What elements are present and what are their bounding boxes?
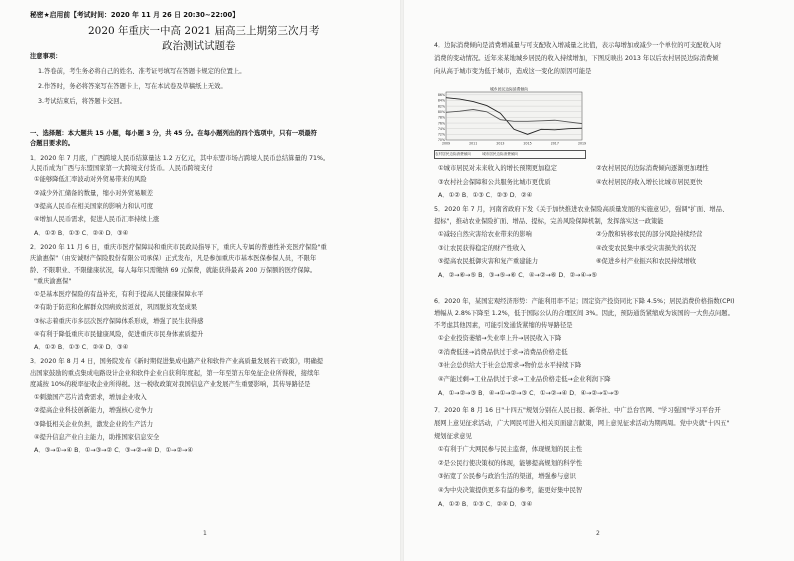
question-stem: 度减按 10%的税率征收企业所得税。这一税收政策对我国信息产业发展产生重要影响，其传导路径是 bbox=[30, 381, 311, 388]
question-option: ③标志着重庆市多层次医疗保障体系形成，增强了民生获得感 bbox=[34, 318, 204, 325]
question-option: ①减轻自然灾害给农业带来的影响 bbox=[438, 231, 532, 238]
question-option: ②有助于防范和化解群众因病致贫返贫，巩固脱贫攻坚成果 bbox=[34, 304, 198, 311]
y-tick-label: 80% bbox=[437, 109, 445, 114]
question-stem: "重庆渝惠保" bbox=[34, 278, 72, 285]
question-option: ③社会总供给大于社会总需求→物价总水平持续下降 bbox=[438, 362, 582, 369]
question-stem: 增幅从 2.8%下降至 1.2%，低于国际公认的合理区间 3%。因此，预防通货紧缩成为该国的一大焦点问题。 bbox=[434, 310, 734, 317]
question-option: ②农村居民的边际消费倾向逐渐更加理性 bbox=[596, 165, 709, 172]
question-option: ④为中央决策提供更多有益的参考，能更好集中民智 bbox=[438, 487, 583, 494]
notice-item: 1.答卷前，考生务必将自己的姓名、准考证号填写在答题卡规定的位置上。 bbox=[38, 68, 246, 75]
question-option: ④提升信息产业自主能力，助推国家信息安全 bbox=[34, 434, 160, 441]
question-stem: 2．2020 年 11 月 6 日，重庆市医疗保障局和重庆市民政局指导下，重庆人专属的普惠性补充医疗保险"重 bbox=[30, 244, 327, 251]
mpc-line-chart bbox=[434, 86, 587, 148]
question-option: ⑤提高农民抵御灾害和复产重建能力 bbox=[438, 258, 539, 265]
answer-choices: A．③→①→④ B．①→③→② C．③→②→④ D．①→②→④ bbox=[34, 447, 194, 454]
y-tick-label: 70% bbox=[437, 138, 445, 143]
question-stem: 出国家鼓励的重点集成电路设计企业和软件企业自获利年度起，第一年至第五年免征企业所得税，接续年 bbox=[30, 370, 320, 377]
question-stem: 5．2020 年 7 月，河南省政府下发《关于加快推进农业保险高质量发展的实施意见》，强调"扩面、增品、 bbox=[434, 206, 729, 213]
question-stem: 4．边际消费倾向是消费增减量与可支配收入增减量之比值，表示每增加或减少一个单位的可支配收入时 bbox=[434, 42, 722, 49]
page-number: 1 bbox=[203, 530, 207, 537]
question-stem: 龄、不限职业、不限健康状况，每人每年只需缴纳 69 元保费，就能获得最高 200 万保额的医疗保障。 bbox=[30, 267, 317, 274]
notice-item: 2.作答时，务必将答案写在答题卡上，写在本试卷及草稿纸上无效。 bbox=[38, 83, 227, 90]
page-number: 2 bbox=[596, 530, 600, 537]
question-stem: 消费的变动情况。近年来某地城乡居民的收入持续增加，下图反映出 2013 年以后农村居民边际消费倾 bbox=[434, 55, 719, 62]
page-2 bbox=[404, 0, 794, 561]
question-option: ④产能过剩→工业品供过于求→工业品价格走低→企业利润下降 bbox=[438, 376, 611, 383]
question-option: ④改变农民集中承受灾害损失的状况 bbox=[596, 245, 697, 252]
question-stem: 人民币成为广西与东盟国家第一大跨境支付货币。人民币跨境支付 bbox=[30, 165, 213, 172]
question-option: ③农村社会保障和公共服务比城市更优质 bbox=[438, 179, 551, 186]
answer-choices: A．①② B．①③ C．②④ D．③④ bbox=[34, 344, 129, 351]
y-axis-ticks bbox=[438, 93, 445, 142]
chart-legend bbox=[434, 150, 586, 159]
question-option: ④有利于降低重庆市民健康风险，促进重庆市民身体素质提升 bbox=[34, 331, 204, 338]
legend-rural: 农村居民边际消费倾向 bbox=[435, 152, 471, 156]
y-tick-label: 72% bbox=[437, 132, 445, 137]
question-stem: 提标"，推动农业保险扩面、增品、提标，完善风险保障机制，发挥落实这一政策能 bbox=[434, 218, 664, 225]
section-heading: 一、选择题：本大题共 15 小题，每小题 3 分，共 45 分。在每小题列出的四个选项中，只有一项最符 bbox=[30, 130, 317, 137]
x-tick-label: 2015 bbox=[523, 141, 532, 146]
notice-heading: 注意事项： bbox=[30, 53, 62, 60]
question-option: ①企业投资萎缩→失业率上升→居民收入下降 bbox=[438, 335, 562, 342]
question-stem: 庆渝惠保"（由安诚财产保险股份有限公司承保）正式发布，凡是参加重庆市基本医保参保人员，不限年 bbox=[30, 255, 317, 262]
answer-choices: A．①② B．①③ C．②④ D．③④ bbox=[438, 501, 533, 508]
answer-choices: A．②→⑥→⑤ B．③→⑤→⑥ C．④→②→⑥ D．②→④→⑤ bbox=[438, 272, 598, 279]
x-tick-label: 2019 bbox=[577, 141, 587, 146]
question-stem: 1．2020 年 7 月底，广西跨境人民币结算量达 1.2 万亿元，其中东盟市场占跨境人民币总结算量的 71%。 bbox=[30, 155, 330, 162]
exam-subtitle: 政治测试试题卷 bbox=[162, 40, 236, 52]
question-option: ②消费低迷→消费品供过于求→消费品价格走低 bbox=[438, 349, 568, 356]
answer-choices: A．①② B．①③ C．②③ D．②④ bbox=[438, 192, 533, 199]
section-heading-cont: 合题目要求的。 bbox=[30, 140, 75, 147]
question-option: ⑥促进乡村产业振兴和农民持续增收 bbox=[596, 258, 697, 265]
y-tick-label: 76% bbox=[437, 121, 445, 126]
question-stem: 3．2020 年 8 月 4 日，国务院发布《新时期促进集成电路产业和软件产业高质量发展若干政策》，明确提 bbox=[30, 358, 324, 365]
question-option: ①城市居民对未来收入的增长预期更加稳定 bbox=[438, 165, 557, 172]
question-option: ②减少外汇储备的数量，缩小对外贸易顺差 bbox=[34, 190, 153, 197]
y-tick-label: 78% bbox=[437, 115, 445, 120]
question-option: ③提高人民币在相关国家的影响力和认可度 bbox=[34, 203, 153, 210]
question-stem: 向从高于城市变为低于城市，造成这一变化的原因可能是 bbox=[434, 68, 592, 75]
x-axis-ticks bbox=[442, 142, 586, 146]
y-tick-label: 86% bbox=[437, 93, 445, 98]
question-stem: 展网上意见征求活动，广大网民可进入相关页面建言献策，网上意见征求活动为期两周。党中央就"十四五" bbox=[434, 420, 730, 427]
question-stem: 7．2020 年 8 月 16 日"十四五"规划分别在人民日报、新华社、中广总台官网、"学习强国"学习平台开 bbox=[434, 407, 721, 414]
question-option: ①有利于广大网民参与民主监督，体现规划的民主性 bbox=[438, 446, 583, 453]
question-option: ①刺激国产芯片消费需求，增加企业收入 bbox=[34, 394, 147, 401]
x-tick-label: 2009 bbox=[441, 141, 451, 146]
answer-choices: A．①→②→③ B．④→①→②→③ C．①→②→④ D．④→②→①→③ bbox=[438, 390, 619, 397]
y-tick-label: 84% bbox=[437, 98, 445, 103]
question-option: ①能够降低汇率波动对外贸易带来的风险 bbox=[34, 176, 147, 183]
exam-title: 2020 年重庆一中高 2021 届高三上期第三次月考 bbox=[88, 25, 320, 37]
question-stem: 6．2020 年，某国宏观经济形势：产能利用率不足；固定资产投资同比下降 4.5%；居民消费价格指数(CPI) bbox=[434, 298, 735, 305]
x-tick-label: 2011 bbox=[469, 141, 478, 146]
legend-urban: 城市居民边际消费倾向 bbox=[482, 152, 519, 156]
x-tick-label: 2017 bbox=[550, 141, 559, 146]
question-option: ④农村居民的收入增长比城市居民更快 bbox=[596, 179, 703, 186]
x-tick-label: 2013 bbox=[496, 141, 505, 146]
question-stem: 不考虑其他因素，可能引发通货紧缩的传导路径是 bbox=[434, 322, 573, 329]
notice-item: 3.考试结束后，将答题卡交回。 bbox=[38, 98, 126, 105]
question-option: ③让农民获得稳定的财产性收入 bbox=[438, 245, 526, 252]
chart-title: 城乡居民边际消费倾向 bbox=[490, 86, 528, 92]
exam-header: 秘密★启用前【考试时间：2020 年 11 月 26 日 20:30~22:00】 bbox=[30, 11, 240, 19]
question-option: ②是公民行使决策权的体现，能够提高规划的科学性 bbox=[438, 460, 583, 467]
question-option: ③拓宽了公民参与政治生活的渠道，增强参与意识 bbox=[438, 473, 576, 480]
question-option: ④增加人民币需求，促进人民币汇率持续上涨 bbox=[34, 216, 160, 223]
question-option: ②提高企业科技创新能力，增强核心竞争力 bbox=[34, 407, 153, 414]
question-option: ①是基本医疗保险的有益补充，有利于提高人民健康保障水平 bbox=[34, 291, 204, 298]
y-tick-label: 74% bbox=[437, 126, 445, 131]
plot-area bbox=[446, 92, 582, 140]
y-tick-label: 82% bbox=[437, 104, 445, 109]
question-option: ②分散和转移农民的部分风险持续经营 bbox=[596, 231, 703, 238]
question-option: ③降低相关企业负担，激发企业的生产活力 bbox=[34, 421, 153, 428]
answer-choices: A．①② B．①③ C．②④ D．③④ bbox=[34, 230, 129, 237]
question-stem: 规划征求意见 bbox=[434, 433, 472, 440]
